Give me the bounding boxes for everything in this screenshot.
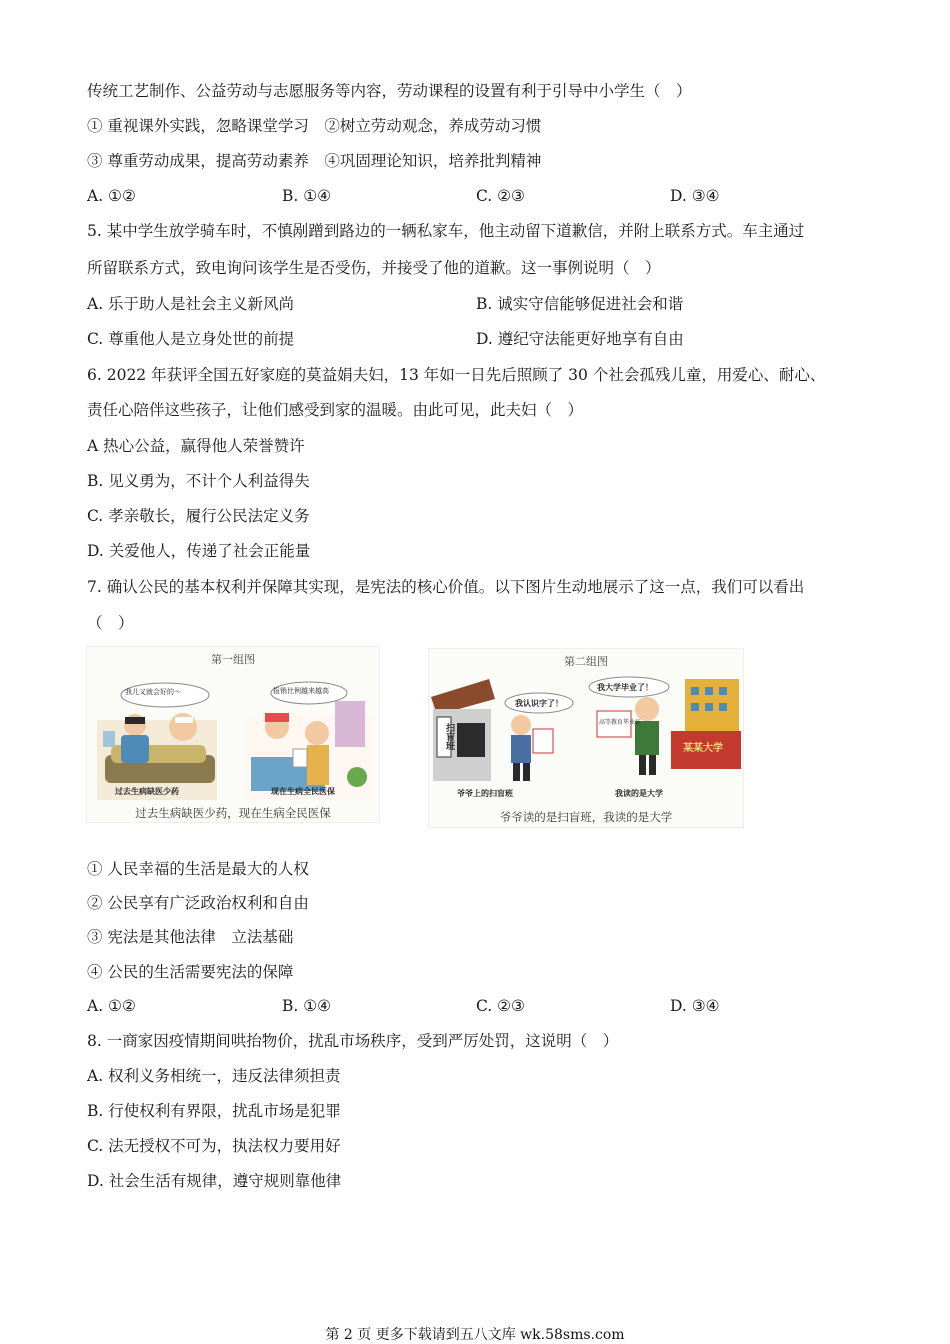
q8-option-c: C. 法无授权不可为，执法权力要用好 <box>87 1137 341 1155</box>
q8-option-b: B. 行使权利有界限，扰乱市场是犯罪 <box>87 1102 341 1120</box>
q7-option-b: B. ①④ <box>282 997 332 1015</box>
figure-1-bubble-left: 我儿又就会好的～ <box>125 688 181 696</box>
q4-item: ③ 尊重劳动成果，提高劳动素养 ④巩固理论知识，培养批判精神 <box>87 152 542 170</box>
figure-2-certificate: 高等教育毕业证 <box>599 719 642 726</box>
figure-2-bubble-left: 我认识字了！ <box>515 698 563 708</box>
q5-option-d: D. 遵纪守法能更好地享有自由 <box>476 330 684 348</box>
page-footer: 第 2 页 更多下载请到五八文库 wk.58sms.com <box>325 1327 625 1343</box>
q4-option-d: D. ③④ <box>670 187 720 205</box>
figure-1-bubble-right: 报销比例越来越高 <box>273 687 329 695</box>
q7-item: ① 人民幸福的生活是最大的人权 <box>87 860 309 878</box>
q6-stem: 责任心陪伴这些孩子，让他们感受到家的温暖。由此可见，此夫妇（ ） <box>87 401 584 419</box>
figure-2-sign: 扫盲班 <box>444 723 454 750</box>
figure-1-caption: 过去生病缺医少药，现在生病全民医保 <box>135 806 331 820</box>
q8-option-a: A. 权利义务相统一，违反法律须担责 <box>87 1067 341 1085</box>
figure-1-title: 第一组图 <box>211 653 255 666</box>
q4-option-b: B. ①④ <box>282 187 332 205</box>
q5-stem: 5. 某中学生放学骑车时，不慎剐蹭到路边的一辆私家车，他主动留下道歉信，并附上联系方式。车主通过 <box>87 222 805 240</box>
figure-2-panel-left-label: 爷爷上的扫盲班 <box>457 788 513 798</box>
q7-item: ② 公民享有广泛政治权利和自由 <box>87 894 309 912</box>
figure-2-building-name: 某某大学 <box>683 743 723 754</box>
q8-stem: 8. 一商家因疫情期间哄抬物价，扰乱市场秩序，受到严厉处罚，这说明（ ） <box>87 1032 619 1050</box>
q4-item: ① 重视课外实践，忽略课堂学习 ②树立劳动观念，养成劳动习惯 <box>87 117 542 135</box>
q5-option-c: C. 尊重他人是立身处世的前提 <box>87 330 295 348</box>
figure-group-2 <box>428 648 744 828</box>
figure-1-panel-left-label: 过去生病缺医少药 <box>115 786 179 796</box>
q6-option-b: B. 见义勇为，不计个人利益得失 <box>87 472 310 490</box>
q7-item: ④ 公民的生活需要宪法的保障 <box>87 963 294 981</box>
q7-option-c: C. ②③ <box>476 997 525 1015</box>
q7-item: ③ 宪法是其他法律 立法基础 <box>87 928 294 946</box>
q7-stem: 7. 确认公民的基本权利并保障其实现，是宪法的核心价值。以下图片生动地展示了这一点，我们可以看出 <box>87 578 805 596</box>
q7-stem: （ ） <box>87 614 134 632</box>
figure-2-bubble-right: 我大学毕业了！ <box>597 682 653 692</box>
figure-2-caption: 爷爷读的是扫盲班，我读的是大学 <box>499 810 673 824</box>
q5-option-a: A. 乐于助人是社会主义新风尚 <box>87 295 295 313</box>
q7-option-a: A. ①② <box>87 997 136 1015</box>
q7-option-d: D. ③④ <box>670 997 720 1015</box>
q4-option-a: A. ①② <box>87 187 136 205</box>
figure-2-title: 第二组图 <box>564 655 608 668</box>
q6-option-a: A 热心公益，赢得他人荣誉赞许 <box>87 437 305 455</box>
q4-stem: 传统工艺制作、公益劳动与志愿服务等内容，劳动课程的设置有利于引导中小学生（ ） <box>87 82 692 100</box>
q6-option-c: C. 孝亲敬长，履行公民法定义务 <box>87 507 310 525</box>
q5-stem: 所留联系方式，致电询问该学生是否受伤，并接受了他的道歉。这一事例说明（ ） <box>87 259 661 277</box>
q5-option-b: B. 诚实守信能够促进社会和谐 <box>476 295 684 313</box>
figure-1-panel-right-label: 现在生病全民医保 <box>271 786 335 796</box>
figure-1-illustration <box>87 665 381 805</box>
q6-option-d: D. 关爱他人，传递了社会正能量 <box>87 542 311 560</box>
figure-2-panel-right-label: 我读的是大学 <box>615 788 663 798</box>
figure-2-illustration <box>429 669 745 789</box>
q4-option-c: C. ②③ <box>476 187 525 205</box>
figure-group-1 <box>86 646 380 823</box>
q6-stem: 6. 2022 年获评全国五好家庭的莫益娟夫妇，13 年如一日先后照顾了 30 个社会孤残儿童，用爱心、耐心、 <box>87 366 826 384</box>
q8-option-d: D. 社会生活有规律，遵守规则靠他律 <box>87 1172 342 1190</box>
